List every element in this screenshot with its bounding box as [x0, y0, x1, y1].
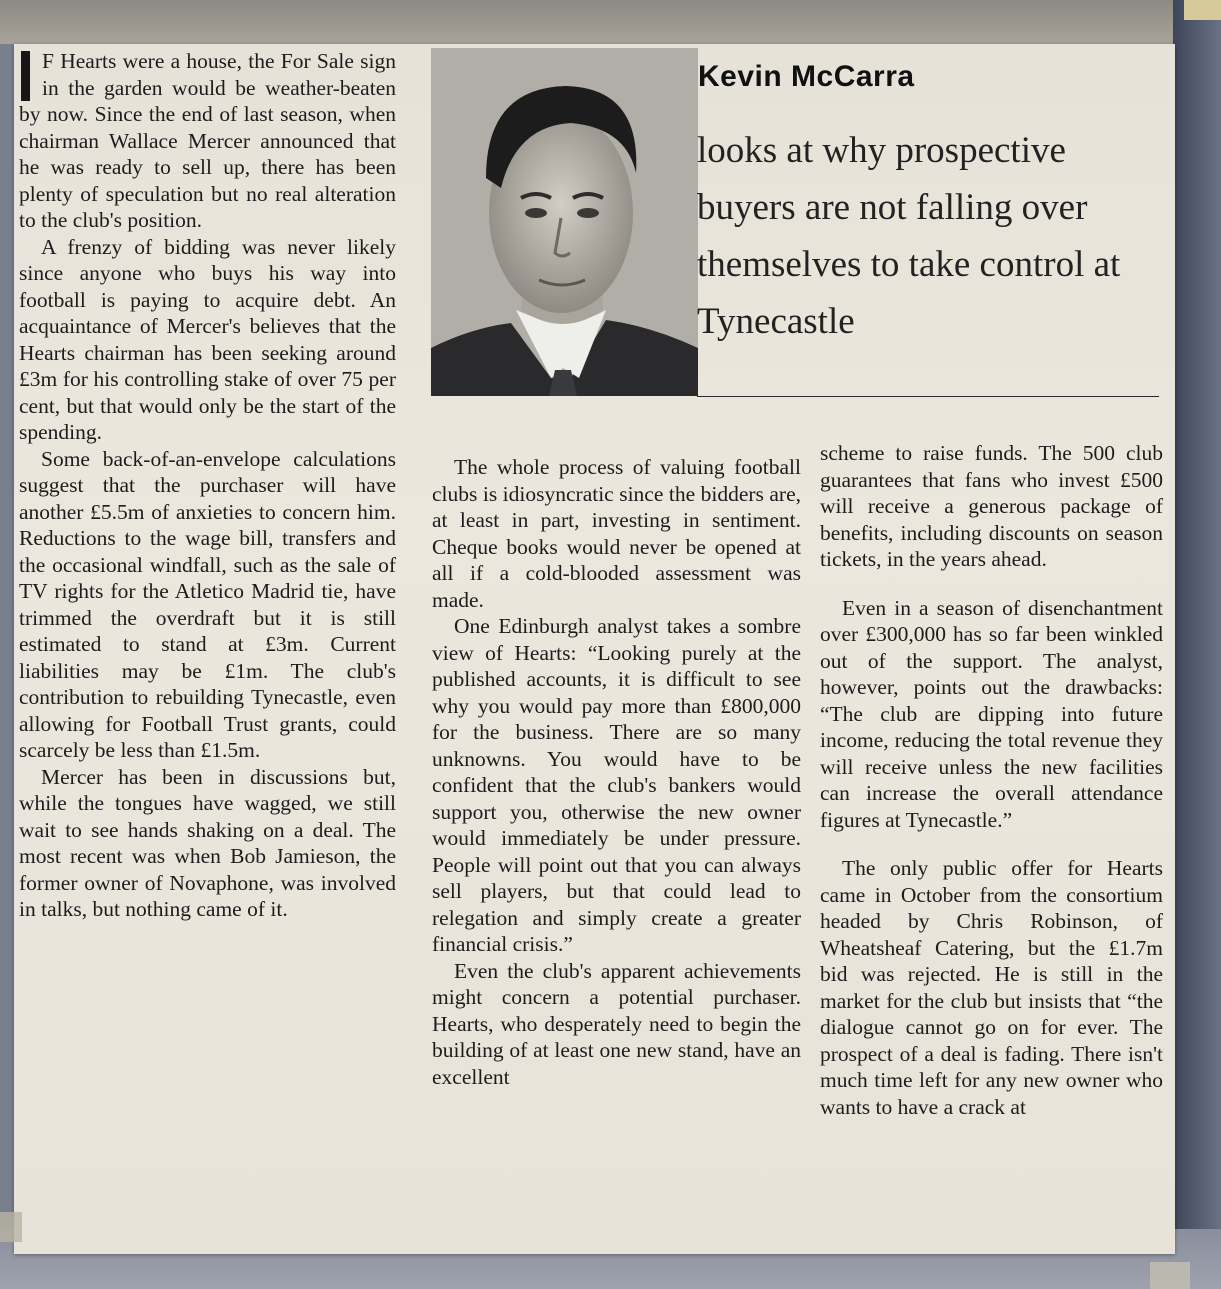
tape-strip	[0, 1212, 22, 1242]
newspaper-clipping	[14, 44, 1175, 1254]
photo-rule	[697, 396, 1159, 397]
author-photo	[431, 48, 698, 396]
table-surface-top	[0, 0, 1221, 44]
paragraph: A frenzy of bidding was never likely since anyone who buys his way into football is paying to acquire debt. An acquaintance of Mercer's believes that the Hearts chairman has been seeking around £3m for his controlling stake of over 75 per cent, but that would only be the start of the spending.	[19, 234, 396, 444]
article-column-1	[19, 48, 396, 923]
drop-cap-bar	[21, 51, 30, 101]
paragraph: One Edinburgh analyst takes a sombre view of Hearts: “Looking purely at the published accounts, it is difficult to see why you would pay more than £800,000 for the business. There are so many unknowns. You would have to be confident that the club's bankers would support you, otherwise the new owner would immediately be under pressure. People will point out that you can always sell players, but that could lead to relegation and simply create a greater financial crisis.”	[432, 614, 801, 956]
article-column-3	[820, 440, 1163, 1120]
paragraph: Even in a season of disenchantment over £300,000 has so far been winkled out of the support. The analyst, however, points out the drawbacks: “The club are dipping into future income, reducing the total revenue they will receive unless the new facilities can increase the overall attendance figures at Tynecastle.”	[820, 595, 1163, 832]
binder-edge	[1173, 0, 1221, 1289]
paragraph: Some back-of-an-envelope calculations suggest that the purchaser will have another £5.5m of anxieties to concern him. Reductions to the wage bill, transfers and the occasional windfall, such as the sale of TV rights for the Atletico Madrid tie, have trimmed the overdraft but it is still estimated to stand at £3m. Current liabilities may be £1m. The club's contribution to rebuilding Tynecastle, even allowing for Football Trust grants, could scarcely be less than £1.5m.	[19, 446, 396, 762]
paragraph: Even the club's apparent achievements might concern a potential purchaser. Hearts, who desperately need to begin the building of at least one new stand, have an excellent	[432, 958, 801, 1089]
paragraph: F Hearts were a house, the For Sale sign in the garden would be weather-beaten by now. Since the end of last season, when chairman Wallace Mercer announced that he was ready to sell up, there has been plenty of speculation but no real alteration to the club's position.	[19, 49, 396, 232]
author-byline: Kevin McCarra	[698, 60, 915, 93]
standfirst: looks at why prospective buyers are not falling over themselves to take control at Tynecastle	[697, 130, 1121, 342]
paragraph: Mercer has been in discussions but, while the tongues have wagged, we still wait to see hands shaking on a deal. The most recent was when Bob Jamieson, the former owner of Novaphone, was involved in talks, but nothing came of it.	[19, 764, 396, 921]
article-column-2	[432, 454, 801, 1090]
paragraph: scheme to raise funds. The 500 club guarantees that fans who invest £500 will receive a generous package of benefits, including discounts on season tickets, in the years ahead.	[820, 441, 1163, 571]
paragraph: The whole process of valuing football clubs is idiosyncratic since the bidders are, at least in part, investing in sentiment. Cheque books would never be opened at all if a cold-blooded assessment was made.	[432, 455, 801, 612]
paragraph: The only public offer for Hearts came in October from the consortium headed by Chris Robinson, of Wheatsheaf Catering, but the £1.7m bid was rejected. He is still in the market for the club but insists that “the dialogue cannot go on for ever. The prospect of a deal is fading. There isn't much time left for any new owner who wants to have a crack at	[820, 856, 1163, 1119]
tape-strip	[1150, 1262, 1190, 1289]
sticky-note	[1184, 0, 1221, 20]
portrait-image	[431, 48, 698, 396]
